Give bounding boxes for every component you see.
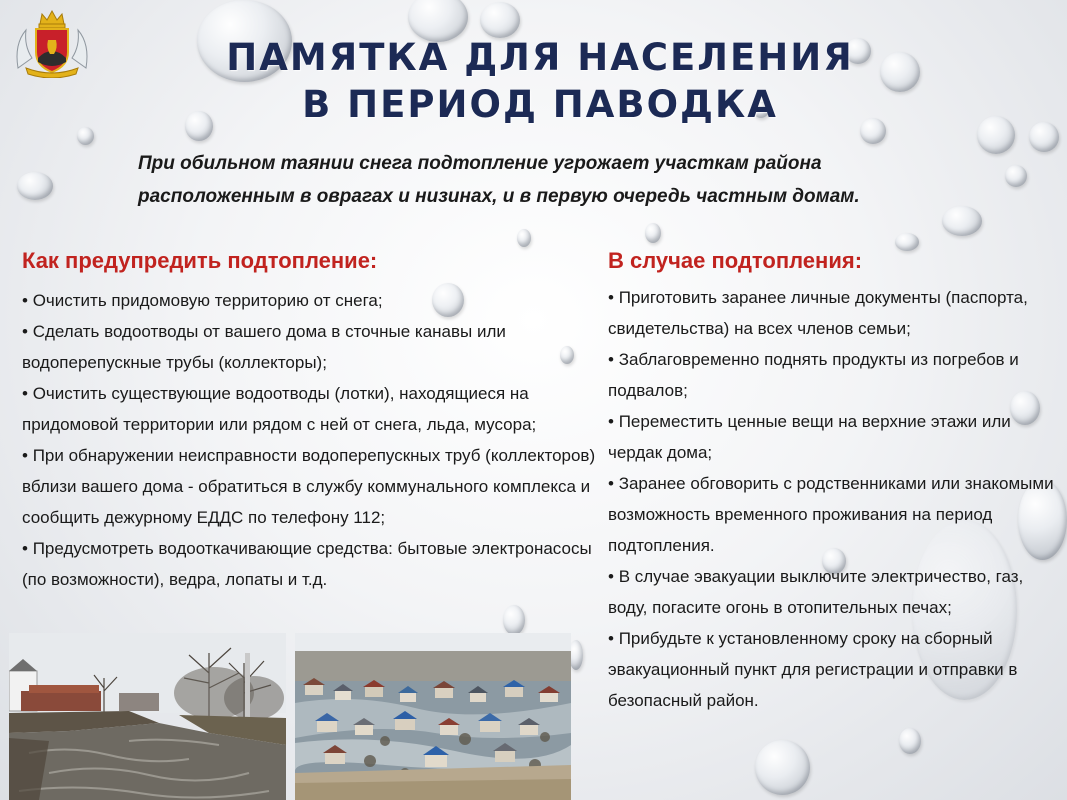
title-line: ПАМЯТКА ДЛЯ НАСЕЛЕНИЯ	[226, 36, 854, 79]
list-item: • В случае эвакуации выключите электричество, газ, воду, погасите огонь в отопительных печах;	[608, 561, 1063, 623]
list-item: • Очистить придомовую территорию от снега;	[22, 285, 602, 316]
water-drop	[895, 233, 919, 251]
water-drop	[942, 206, 982, 236]
water-drop	[1005, 165, 1027, 187]
list-item: • Прибудьте к установленному сроку на сборный эвакуационный пункт для регистрации и отправки в безопасный район.	[608, 623, 1063, 716]
intro-line: При обильном таянии снега подтопление угрожает участкам района	[138, 153, 822, 174]
water-drop	[517, 229, 531, 247]
water-drop	[1029, 122, 1059, 152]
title-line: В ПЕРИОД ПАВОДКА	[302, 83, 778, 126]
flooded-village-photo	[295, 633, 571, 800]
list-item: • Заблаговременно поднять продукты из погребов и подвалов;	[608, 344, 1063, 406]
water-drop	[17, 172, 53, 200]
list-item: • При обнаружении неисправности водоперепускных труб (коллекторов) вблизи вашего дома - обратиться в службу коммунального комплекса и сообщить дежурному ЕДДС по телефону 112;	[22, 440, 602, 533]
list-item: • Сделать водоотводы от вашего дома в сточные канавы или водоперепускные трубы (коллекторы);	[22, 316, 602, 378]
water-drop	[77, 127, 94, 145]
water-drop	[755, 740, 810, 795]
in-case-list	[608, 282, 1063, 716]
flooded-river-photo	[9, 633, 286, 800]
water-drop	[977, 116, 1015, 154]
list-item: • Очистить существующие водоотводы (лотки), находящиеся на придомовой территории или рядом с ней от снега, льда, мусора;	[22, 378, 602, 440]
intro-text	[138, 147, 938, 213]
list-item: • Переместить ценные вещи на верхние этажи или чердак дома;	[608, 406, 1063, 468]
page-title	[160, 34, 920, 128]
water-drop	[645, 223, 661, 243]
list-item: • Предусмотреть водооткачивающие средства: бытовые электронасосы (по возможности), ведра, лопаты и т.д.	[22, 533, 602, 595]
list-item: • Заранее обговорить с родственниками или знакомыми возможность временного проживания на период подтопления.	[608, 468, 1063, 561]
water-drop	[503, 605, 525, 635]
prevent-heading: Как предупредить подтопление:	[22, 248, 378, 273]
in-case-heading: В случае подтопления:	[608, 248, 863, 273]
list-item: • Приготовить заранее личные документы (паспорта, свидетельства) на всех членов семьи;	[608, 282, 1063, 344]
coat-of-arms-emblem	[12, 6, 92, 78]
water-drop	[480, 2, 520, 38]
prevent-list	[22, 285, 602, 595]
intro-line: расположенным в оврагах и низинах, и в первую очередь частным домам.	[138, 186, 860, 207]
water-drop	[899, 728, 921, 754]
water-drop	[569, 640, 583, 670]
